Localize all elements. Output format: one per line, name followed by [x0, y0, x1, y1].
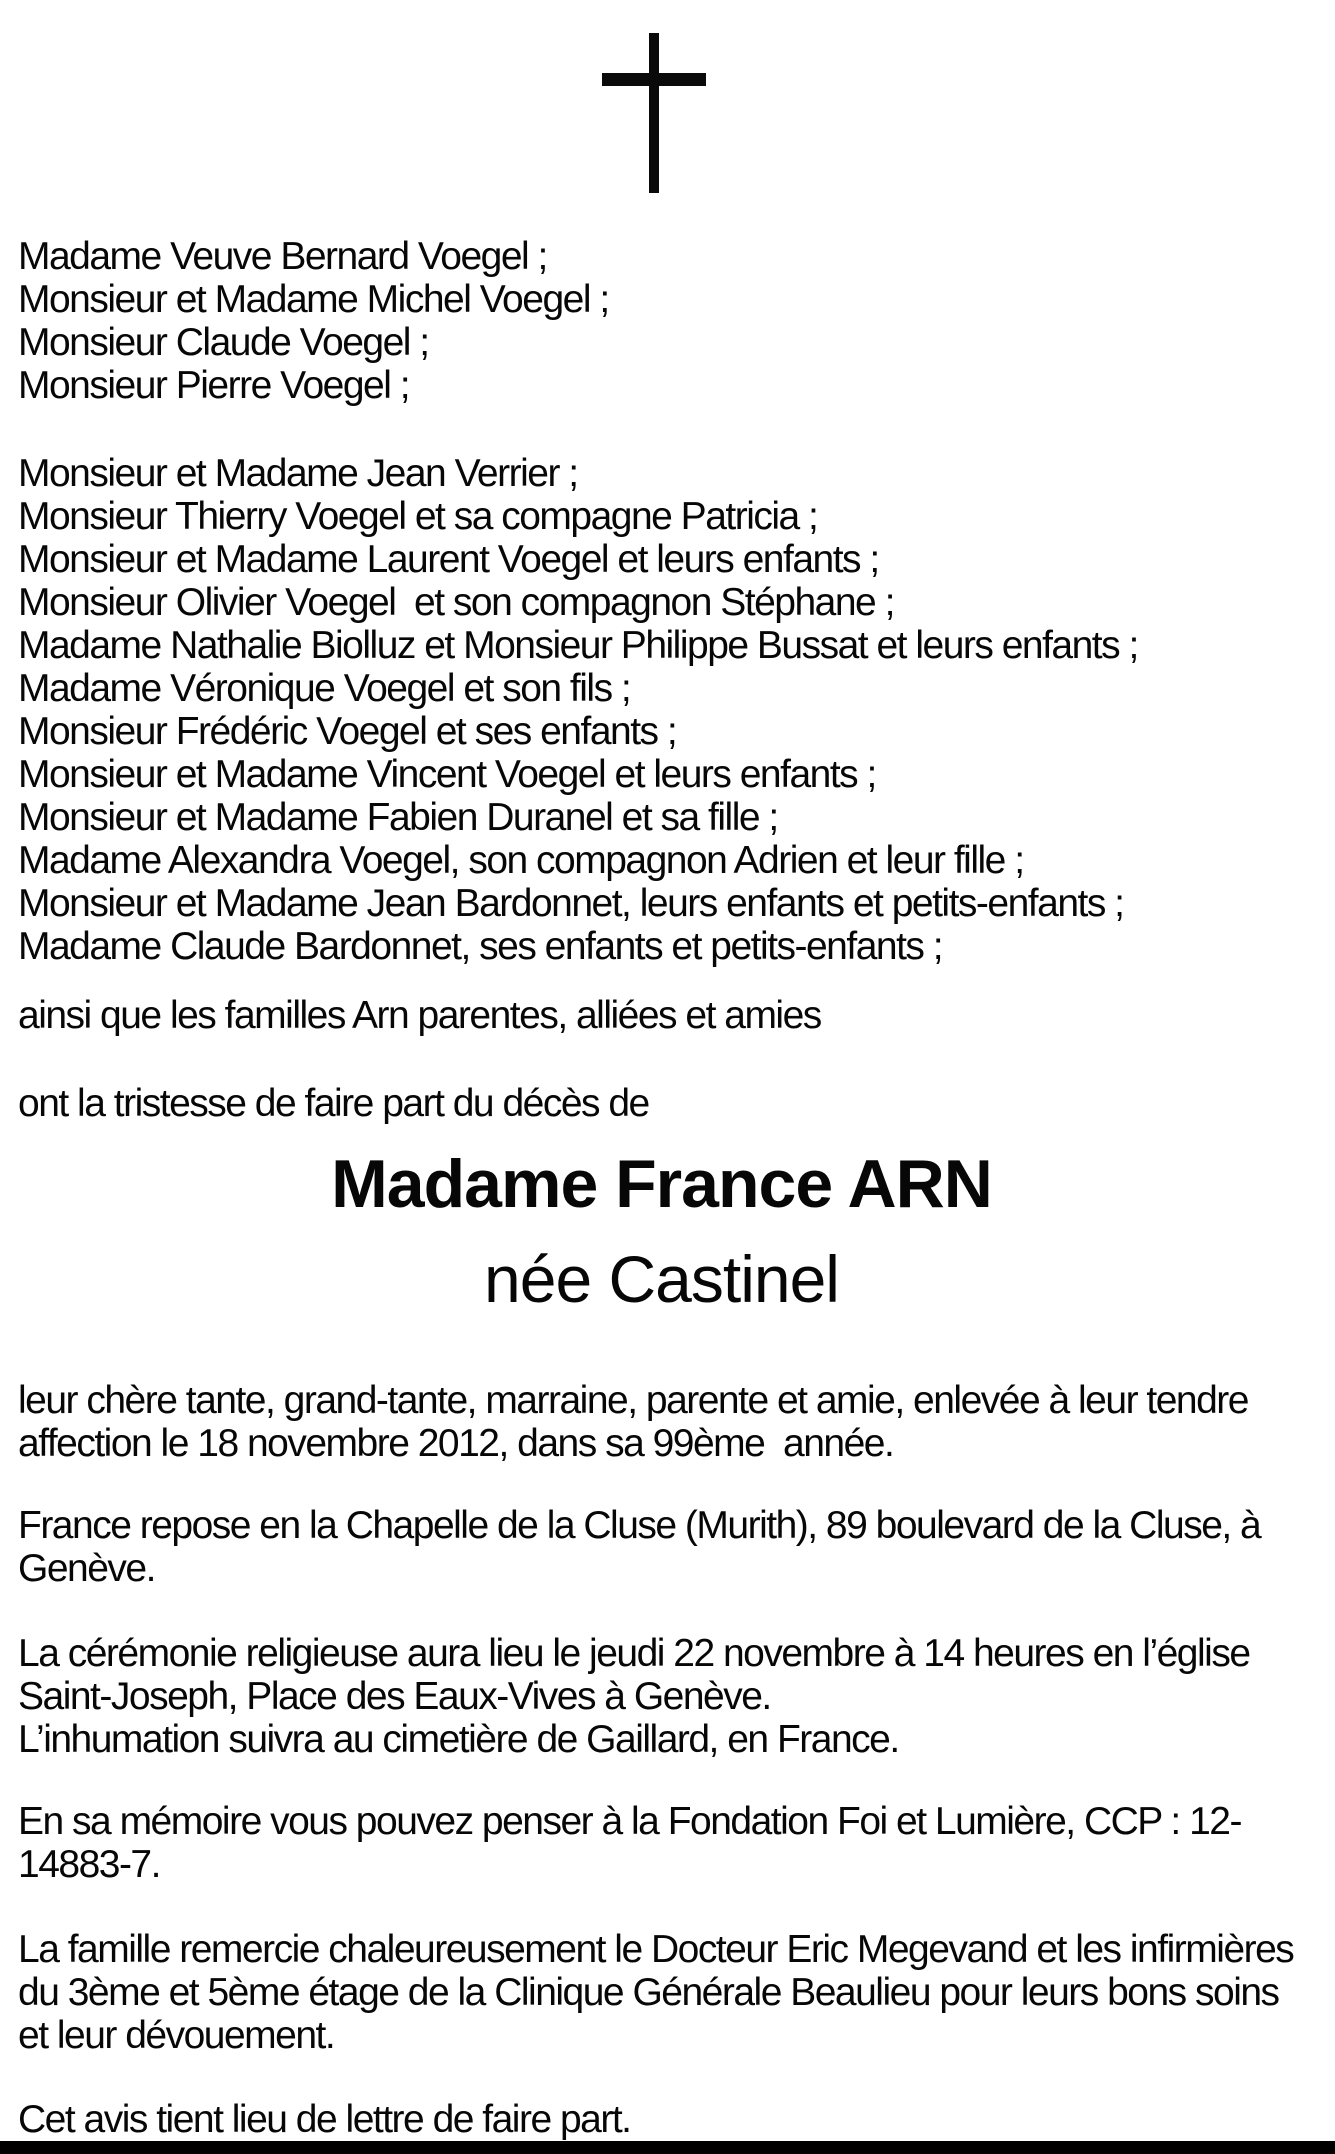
family-line: Monsieur Olivier Voegel et son compagnon Stéphane ;	[18, 581, 894, 624]
family-line: Monsieur et Madame Michel Voegel ;	[18, 278, 609, 321]
deceased-title-block	[18, 1137, 1305, 1327]
cross-icon	[602, 33, 706, 193]
family-line: Monsieur et Madame Jean Verrier ;	[18, 452, 578, 495]
family-line: Monsieur Claude Voegel ;	[18, 321, 429, 364]
repose-paragraph: France repose en la Chapelle de la Cluse (Murith), 89 boulevard de la Cluse, à Genève.	[18, 1504, 1270, 1590]
family-line: Madame Claude Bardonnet, ses enfants et petits-enfants ;	[18, 925, 943, 968]
announcement-line: ont la tristesse de faire part du décès de	[18, 1082, 649, 1125]
family-line: Madame Véronique Voegel et son fils ;	[18, 667, 631, 710]
family-line: Monsieur Pierre Voegel ;	[18, 364, 410, 407]
death-notice-page	[0, 33, 1335, 2154]
family-group-extended	[18, 452, 1305, 968]
family-line: Madame Alexandra Voegel, son compagnon Adrien et leur fille ;	[18, 839, 1024, 882]
family-line: Monsieur Thierry Voegel et sa compagne Patricia ;	[18, 495, 818, 538]
family-line: Monsieur et Madame Laurent Voegel et leurs enfants ;	[18, 538, 879, 581]
family-line: Monsieur et Madame Vincent Voegel et leurs enfants ;	[18, 753, 876, 796]
cross-horizontal-bar	[602, 73, 706, 86]
closing-line: Cet avis tient lieu de lettre de faire part.	[18, 2098, 631, 2141]
families-line: ainsi que les familles Arn parentes, alliées et amies	[18, 994, 821, 1037]
family-line: Monsieur Frédéric Voegel et ses enfants ;	[18, 710, 677, 753]
family-line: Madame Veuve Bernard Voegel ;	[18, 235, 547, 278]
deceased-maiden-name: née Castinel	[484, 1242, 839, 1316]
tribute-paragraph: leur chère tante, grand-tante, marraine, parente et amie, enlevée à leur tendre affection le 18 novembre 2012, dans sa 99ème année.	[18, 1379, 1258, 1465]
deceased-name: Madame France ARN	[331, 1146, 992, 1222]
burial-line: L’inhumation suivra au cimetière de Gaillard, en France.	[18, 1718, 899, 1761]
ceremony-paragraph	[18, 1632, 1305, 1761]
ceremony-line: La cérémonie religieuse aura lieu le jeudi 22 novembre à 14 heures en l’église Saint-Joseph, Place des Eaux-Vives à Genève.	[18, 1632, 1259, 1718]
family-line: Monsieur et Madame Jean Bardonnet, leurs enfants et petits-enfants ;	[18, 882, 1124, 925]
family-line: Monsieur et Madame Fabien Duranel et sa fille ;	[18, 796, 778, 839]
bottom-black-bar	[0, 2141, 1335, 2154]
family-group-immediate	[18, 235, 1305, 407]
memorial-paragraph: En sa mémoire vous pouvez penser à la Fondation Foi et Lumière, CCP : 12-14883-7.	[18, 1800, 1241, 1886]
cross-vertical-bar	[649, 33, 659, 193]
family-line: Madame Nathalie Biolluz et Monsieur Philippe Bussat et leurs enfants ;	[18, 624, 1138, 667]
thanks-paragraph: La famille remercie chaleureusement le Docteur Eric Megevand et les infirmières du 3ème et 5ème étage de la Clinique Générale Beaulieu pour leurs bons soins et leur dévouement.	[18, 1928, 1303, 2057]
notice-content	[0, 235, 1335, 2141]
